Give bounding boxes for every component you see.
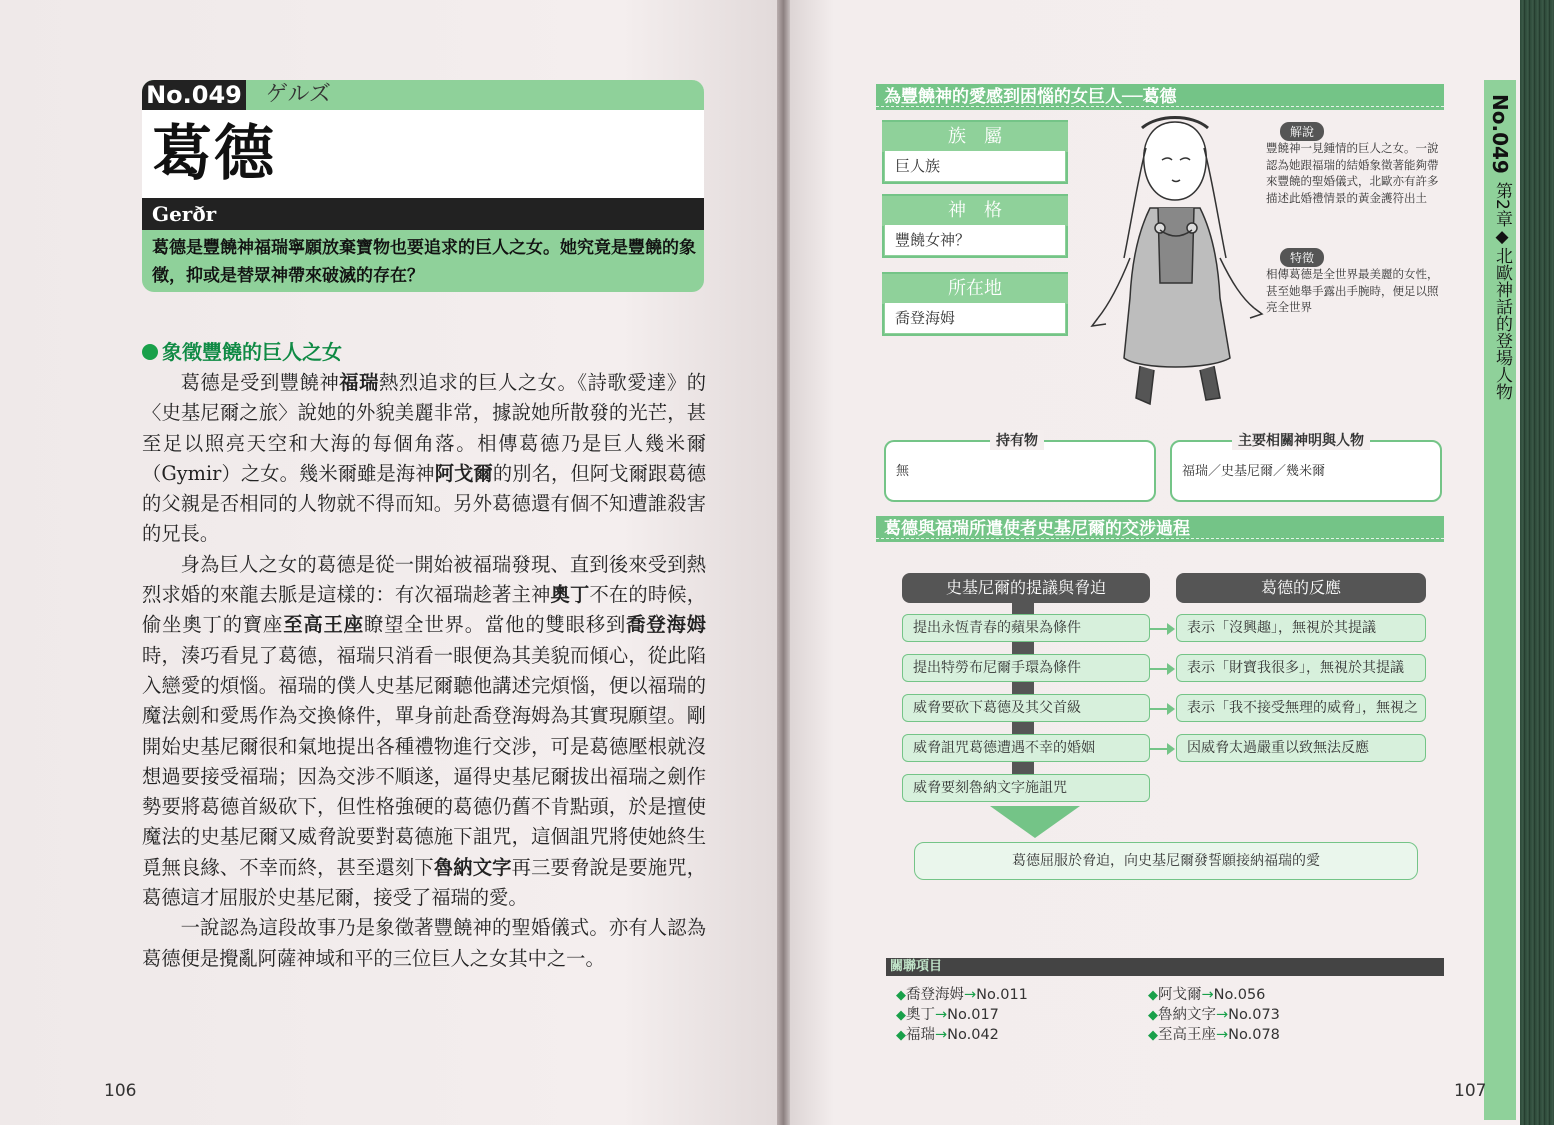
paragraph: 身為巨人之女的葛德是從一開始被福瑞發現、直到後來受到熱烈求婚的來龍去脈是這樣的：有次福瑞趁著主神奧丁不在的時候，偷坐奧丁的寶座至高王座瞭望全世界。當他的雙眼移到喬登海姆時，湊巧看見了葛德，福瑞只消看一眼便為其美貌而傾心，從此陷入戀愛的煩惱。福瑞的僕人史基尼爾聽他講述完煩惱，便以福瑞的魔法劍和愛馬作為交換條件，單身前赴喬登海姆為其實現願望。剛開始史基尼爾很和氣地提出各種禮物進行交涉，可是葛德壓根就沒想過要接受福瑞；因為交涉不順遂，逼得史基尼爾拔出福瑞之劍作勢要將葛德首級砍下，但性格強硬的葛德仍舊不肯點頭，於是擅使魔法的史基尼爾又威脅說要對葛德施下詛咒，這個詛咒將使她終生覓無良緣、不幸而終，甚至還刻下魯納文字再三要脅說是要施咒，葛德這才屈服於史基尼爾，接受了福瑞的愛。 (142, 552, 707, 910)
section-header: 為豐饒神的愛感到困惱的女巨人──葛德 (876, 84, 1444, 110)
flow-response: 表示「財寶我很多」，無視於其提議 (1176, 654, 1426, 682)
related-gods-box: 主要相關神明與人物 福瑞／史基尼爾／幾米爾 (1170, 440, 1442, 502)
arrow-icon: → (935, 1007, 948, 1023)
flow-step: 威脅要刻魯納文字施詛咒 (902, 774, 1150, 802)
book-edge (1520, 0, 1554, 1125)
diamond-icon: ◆ (896, 1008, 906, 1023)
flow-header: 葛德與福瑞所遣使者史基尼爾的交涉過程 (876, 516, 1444, 542)
diamond-icon: ◆ (896, 988, 906, 1003)
diamond-icon: ◆ (896, 1028, 906, 1043)
entry-number: No.049 (142, 80, 246, 110)
diamond-icon: ◆ (1148, 988, 1158, 1003)
explanation-tag: 解說 (1280, 122, 1324, 141)
paragraph: 葛德是受到豐饒神福瑞熱烈追求的巨人之女。《詩歌愛達》的〈史基尼爾之旅〉說她的外貌美麗非常，據說她所散發的光芒，甚至足以照亮天空和大海的每個角落。相傳葛德乃是巨人幾米爾（Gymir）之女。幾米爾雖是海神阿戈爾的別名，但阿戈爾跟葛德的父親是否相同的人物就不得而知。另外葛德還有個不知遭誰殺害的兄長。 (142, 371, 707, 546)
arrow-icon: → (1201, 987, 1214, 1003)
side-entry-number: No.049 (1488, 94, 1512, 174)
page-number: 106 (104, 1081, 137, 1101)
flow-result: 葛德屈服於脅迫，向史基尼爾發誓願接納福瑞的愛 (914, 842, 1418, 880)
flow-arrow (1150, 628, 1172, 630)
attribute-label: 族 屬 (882, 122, 1068, 152)
features-text: 相傳葛德是全世界最美麗的女性，甚至她舉手露出手腕時，便足以照亮全世界 (1266, 267, 1439, 314)
flow-right-heading: 葛德的反應 (1176, 573, 1426, 603)
flow-left-heading: 史基尼爾的提議與脅迫 (902, 573, 1150, 603)
related-item[interactable]: ◆奧丁→No.017 (896, 1007, 999, 1023)
entry-title-box (142, 80, 704, 292)
side-index-tab (1484, 80, 1516, 1120)
attribute-value: 巨人族 (884, 150, 1066, 182)
book-gutter (777, 0, 790, 1125)
flow-response: 因威脅太過嚴重以致無法反應 (1176, 734, 1426, 762)
english-name: Gerðr (142, 198, 704, 230)
section-heading: 象徵豐饒的巨人之女 (142, 336, 342, 365)
diamond-icon: ◆ (1148, 1028, 1158, 1043)
possessions-box: 持有物 無 (884, 440, 1156, 502)
features-tag: 特徵 (1280, 248, 1324, 267)
flow-step: 提出特勞布尼爾手環為條件 (902, 654, 1150, 682)
page-number: 107 (1454, 1081, 1487, 1101)
flow-arrow (1150, 708, 1172, 710)
japanese-name: ゲルズ (266, 82, 331, 107)
attribute-value: 豐饒女神？ (884, 224, 1066, 256)
attribute-label: 神 格 (882, 196, 1068, 226)
down-arrow-icon (990, 806, 1080, 840)
flow-arrow (1150, 668, 1172, 670)
body-text (142, 368, 706, 974)
flow-step: 提出永恆青春的蘋果為條件 (902, 614, 1150, 642)
flow-step: 威脅要砍下葛德及其父首級 (902, 694, 1150, 722)
attribute-label: 所在地 (882, 274, 1068, 304)
arrow-icon: → (935, 1027, 948, 1043)
right-page (790, 0, 1520, 1125)
related-item[interactable]: ◆福瑞→No.042 (896, 1027, 999, 1043)
bullet-icon (142, 344, 158, 360)
flow-response: 表示「沒興趣」，無視於其提議 (1176, 614, 1426, 642)
gerdr-illustration (1080, 108, 1270, 418)
related-item[interactable]: ◆阿戈爾→No.056 (1148, 987, 1266, 1003)
page-title: 葛德 (152, 119, 276, 189)
related-gods-text: 福瑞／史基尼爾／幾米爾 (1182, 464, 1326, 479)
arrow-icon: → (1216, 1007, 1229, 1023)
related-items-bar: 關聯項目 (886, 958, 1444, 976)
diamond-icon: ◆ (1148, 1008, 1158, 1023)
arrow-icon: → (1216, 1027, 1229, 1043)
intro-text: 葛德是豐饒神福瑞寧願放棄寶物也要追求的巨人之女。她究竟是豐饒的象徵，抑或是替眾神帶來破滅的存在？ (152, 238, 696, 286)
paragraph: 一說認為這段故事乃是象徵著豐饒神的聖婚儀式。亦有人認為葛德便是攪亂阿薩神域和平的三位巨人之女其中之一。 (142, 916, 706, 970)
side-chapter-label: 第2章◆北歐神話的登場人物 (1492, 182, 1512, 400)
related-item[interactable]: ◆魯納文字→No.073 (1148, 1007, 1280, 1023)
flow-step: 威脅詛咒葛德遭遇不幸的婚姻 (902, 734, 1150, 762)
flow-arrow (1150, 748, 1172, 750)
possessions-text: 無 (896, 464, 910, 479)
flow-response: 表示「我不接受無理的威脅」，無視之 (1176, 694, 1426, 722)
attribute-value: 喬登海姆 (884, 302, 1066, 334)
arrow-icon: → (964, 987, 977, 1003)
related-item[interactable]: ◆喬登海姆→No.011 (896, 987, 1028, 1003)
related-item[interactable]: ◆至高王座→No.078 (1148, 1027, 1280, 1043)
explanation-text: 豐饒神一見鍾情的巨人之女。一說認為她跟福瑞的結婚象徵著能夠帶來豐饒的聖婚儀式，北歐亦有許多描述此婚禮情景的黃金護符出土 (1266, 141, 1439, 205)
